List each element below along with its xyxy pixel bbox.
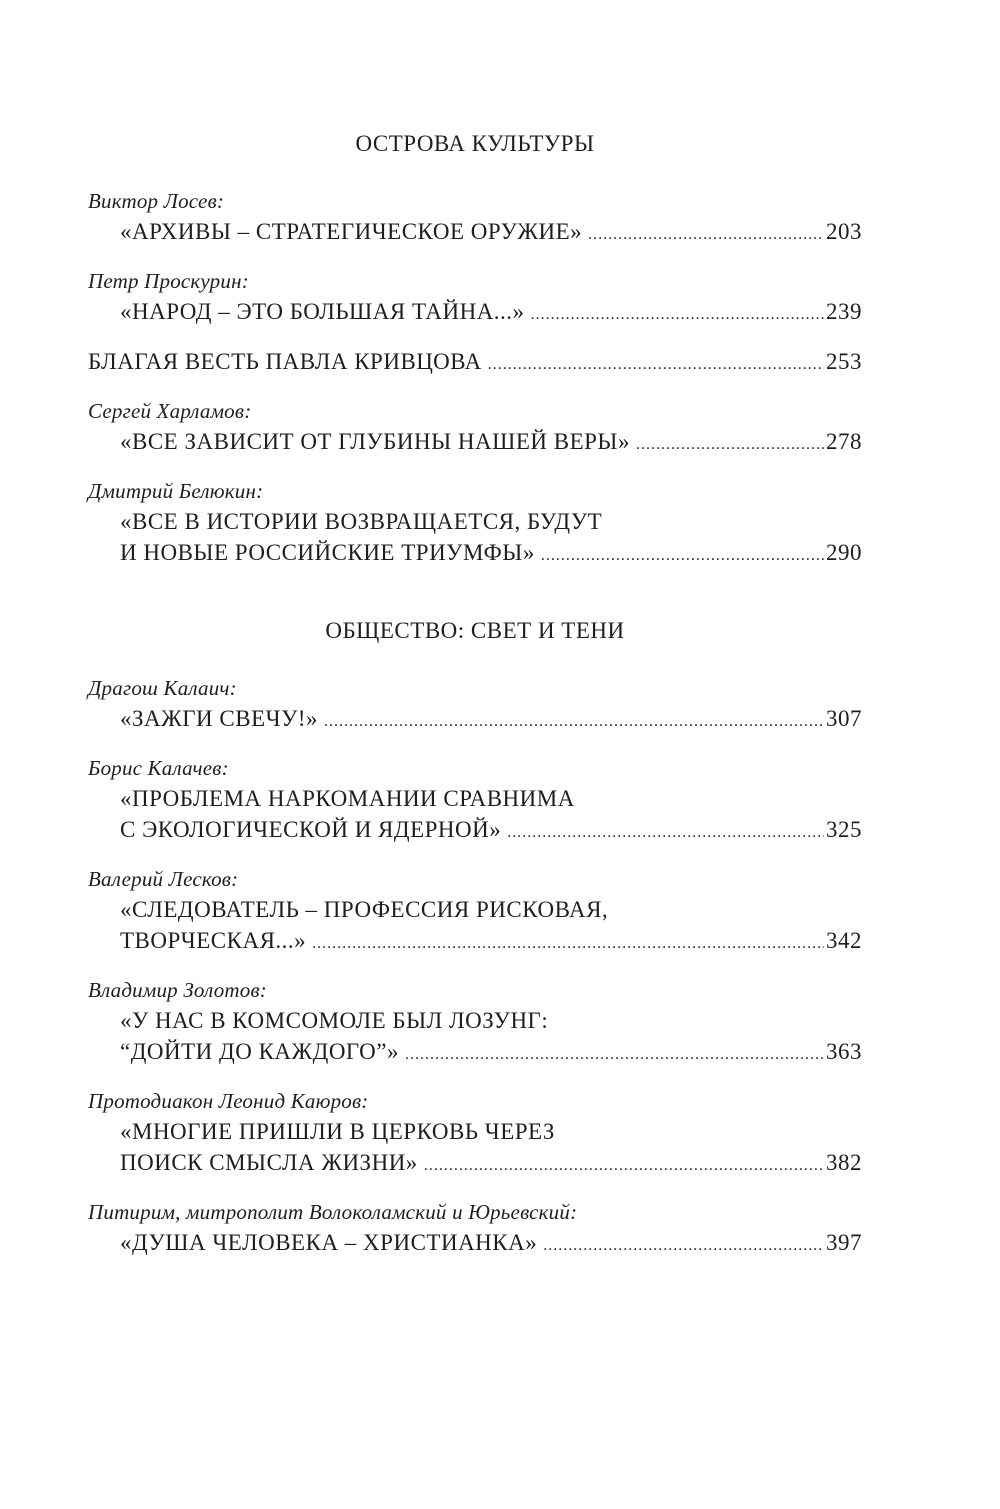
entry-author: Петр Проскурин: (88, 269, 249, 293)
toc-entry (88, 975, 862, 1070)
entry-author: Владимир Золотов: (88, 978, 267, 1002)
page-number: 253 (826, 349, 862, 374)
toc-entry (88, 476, 862, 571)
entry-title-line (88, 216, 862, 250)
page-number: 203 (826, 219, 862, 244)
page-number: 239 (826, 299, 862, 324)
page-number: 342 (826, 928, 862, 953)
entry-author: Борис Калачев: (88, 756, 229, 780)
entry-title: БЛАГАЯ ВЕСТЬ ПАВЛА КРИВЦОВА (88, 349, 482, 374)
dot-leader (312, 928, 824, 959)
toc-entry (88, 673, 862, 737)
entry-author: Питирим, митрополит Волоколамский и Юрьевский: (88, 1200, 578, 1224)
entry-author: Сергей Харламов: (88, 399, 252, 423)
page-number: 278 (826, 429, 862, 454)
entry-title-line (88, 925, 862, 959)
entry-title-line (88, 296, 862, 330)
entry-title: «МНОГИЕ ПРИШЛИ В ЦЕРКОВЬ ЧЕРЕЗ (120, 1119, 555, 1144)
entry-title: «АРХИВЫ – СТРАТЕГИЧЕСКОЕ ОРУЖИЕ» (120, 219, 583, 244)
dot-leader (531, 299, 824, 330)
entry-title: «НАРОД – ЭТО БОЛЬШАЯ ТАЙНА...» (120, 299, 525, 324)
toc-entry (88, 186, 862, 250)
entry-title: С ЭКОЛОГИЧЕСКОЙ И ЯДЕРНОЙ» (120, 817, 502, 842)
page-number: 307 (826, 706, 862, 731)
entry-title: И НОВЫЕ РОССИЙСКИЕ ТРИУМФЫ» (120, 540, 535, 565)
entry-title-line (88, 537, 862, 571)
entry-title-line (88, 814, 862, 848)
dot-leader (405, 1039, 824, 1070)
entry-title: «ВСЕ В ИСТОРИИ ВОЗВРАЩАЕТСЯ, БУДУТ (120, 509, 603, 534)
page-number: 382 (826, 1150, 862, 1175)
dot-leader (588, 219, 824, 250)
entry-title-line (88, 426, 862, 460)
toc-entry (88, 864, 862, 959)
entry-author: Протодиакон Леонид Каюров: (88, 1089, 369, 1113)
page-number: 325 (826, 817, 862, 842)
entry-title-line (88, 1227, 862, 1261)
toc-entry (88, 753, 862, 848)
toc-entry (88, 1086, 862, 1181)
dot-leader (488, 349, 824, 380)
entry-author: Дмитрий Белюкин: (88, 479, 264, 503)
dot-leader (424, 1150, 824, 1181)
toc-entry (88, 1197, 862, 1261)
entry-author: Валерий Лесков: (88, 867, 239, 891)
entry-title: «ДУША ЧЕЛОВЕКА – ХРИСТИАНКА» (120, 1230, 538, 1255)
entry-title-line (88, 1036, 862, 1070)
entry-title: «ЗАЖГИ СВЕЧУ!» (120, 706, 319, 731)
entry-title-line (88, 346, 862, 380)
entry-title: ТВОРЧЕСКАЯ...» (120, 928, 307, 953)
toc-entry (88, 346, 862, 380)
entry-title-line (88, 703, 862, 737)
entry-title-line (88, 1147, 862, 1181)
page-number: 290 (826, 540, 862, 565)
page-number: 363 (826, 1039, 862, 1064)
section-title: ОСТРОВА КУЛЬТУРЫ (355, 131, 595, 156)
toc-entry (88, 266, 862, 330)
dot-leader (324, 706, 824, 737)
entry-author: Виктор Лосев: (88, 189, 225, 213)
dot-leader (543, 1230, 824, 1261)
entry-title: «У НАС В КОМСОМОЛЕ БЫЛ ЛОЗУНГ: (120, 1008, 549, 1033)
entry-title: «ПРОБЛЕМА НАРКОМАНИИ СРАВНИМА (120, 786, 575, 811)
entry-title: «ВСЕ ЗАВИСИТ ОТ ГЛУБИНЫ НАШЕЙ ВЕРЫ» (120, 429, 630, 454)
table-of-contents (88, 128, 862, 1277)
entry-author: Драгош Калаич: (88, 676, 237, 700)
entry-title: “ДОЙТИ ДО КАЖДОГО”» (120, 1039, 399, 1064)
section-title: ОБЩЕСТВО: СВЕТ И ТЕНИ (325, 618, 625, 643)
entry-title: «СЛЕДОВАТЕЛЬ – ПРОФЕССИЯ РИСКОВАЯ, (120, 897, 609, 922)
page-number: 397 (826, 1230, 862, 1255)
dot-leader (636, 429, 824, 460)
dot-leader (541, 540, 824, 571)
toc-entry (88, 396, 862, 460)
entry-title: ПОИСК СМЫСЛА ЖИЗНИ» (120, 1150, 418, 1175)
dot-leader (507, 817, 824, 848)
